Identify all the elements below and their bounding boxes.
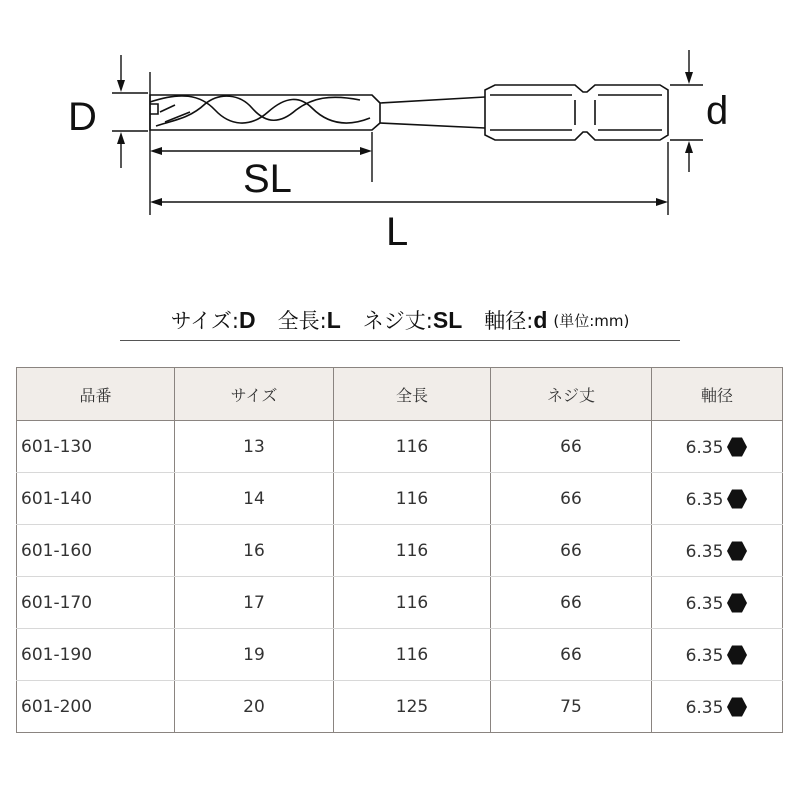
d-dimension [670,50,703,172]
legend-size-code: D [239,306,256,333]
shank-value: 6.35 [685,541,724,562]
legend-shank-code: d [533,306,548,333]
hex-shank-icon [726,644,748,666]
header-total-length: 全長 [334,368,491,421]
legend-length-label: 全長: [277,309,327,333]
header-shank-diameter: 軸径 [652,368,783,421]
cell-part-number: 601-130 [17,421,175,473]
L-dimension [150,142,668,215]
cell-thread-length: 66 [491,473,652,525]
cell-size: 19 [175,629,334,681]
d-label: d [706,89,729,133]
table-header-row [17,368,783,421]
cell-size: 13 [175,421,334,473]
cell-total-length: 125 [334,681,491,733]
cell-shank-diameter [652,629,783,681]
drill-bit-diagram [0,0,800,290]
table-row [17,421,783,473]
shank-value: 6.35 [685,697,724,718]
hex-shank-icon [726,592,748,614]
shank-value: 6.35 [685,489,724,510]
cell-total-length: 116 [334,473,491,525]
dimension-legend [120,300,680,341]
cell-size: 17 [175,577,334,629]
table-row [17,525,783,577]
shank-value: 6.35 [685,437,724,458]
cell-shank-diameter [652,421,783,473]
cell-thread-length: 66 [491,577,652,629]
cell-part-number: 601-190 [17,629,175,681]
spec-table [16,367,783,733]
cell-thread-length: 66 [491,421,652,473]
cell-total-length: 116 [334,577,491,629]
header-part-number: 品番 [17,368,175,421]
legend-length-code: L [326,306,341,333]
hex-shank-icon [726,540,748,562]
legend-thread-code: SL [432,306,463,333]
header-thread-length: ネジ丈 [491,368,652,421]
hex-shank-icon [726,488,748,510]
cell-shank-diameter [652,681,783,733]
cell-total-length: 116 [334,525,491,577]
D-label: D [68,95,97,139]
cell-shank-diameter [652,473,783,525]
cell-part-number: 601-170 [17,577,175,629]
table-row [17,473,783,525]
cell-shank-diameter [652,525,783,577]
table-row [17,629,783,681]
cell-total-length: 116 [334,629,491,681]
legend-unit: (単位:mm) [553,311,630,330]
cell-size: 20 [175,681,334,733]
cell-thread-length: 66 [491,629,652,681]
shank-value: 6.35 [685,593,724,614]
legend-thread-label: ネジ丈: [362,309,433,333]
cell-part-number: 601-160 [17,525,175,577]
table-row [17,681,783,733]
hex-shank-icon [726,436,748,458]
table-row [17,577,783,629]
L-label: L [386,210,409,254]
legend-shank-label: 軸径: [484,309,534,333]
cell-part-number: 601-140 [17,473,175,525]
drill-bit-icon [150,85,668,140]
D-dimension [112,55,148,168]
SL-label: SL [243,157,292,201]
cell-thread-length: 66 [491,525,652,577]
cell-total-length: 116 [334,421,491,473]
legend-size-label: サイズ: [170,309,240,333]
cell-shank-diameter [652,577,783,629]
cell-size: 14 [175,473,334,525]
cell-size: 16 [175,525,334,577]
shank-value: 6.35 [685,645,724,666]
hex-shank-icon [726,696,748,718]
header-size: サイズ [175,368,334,421]
cell-thread-length: 75 [491,681,652,733]
cell-part-number: 601-200 [17,681,175,733]
